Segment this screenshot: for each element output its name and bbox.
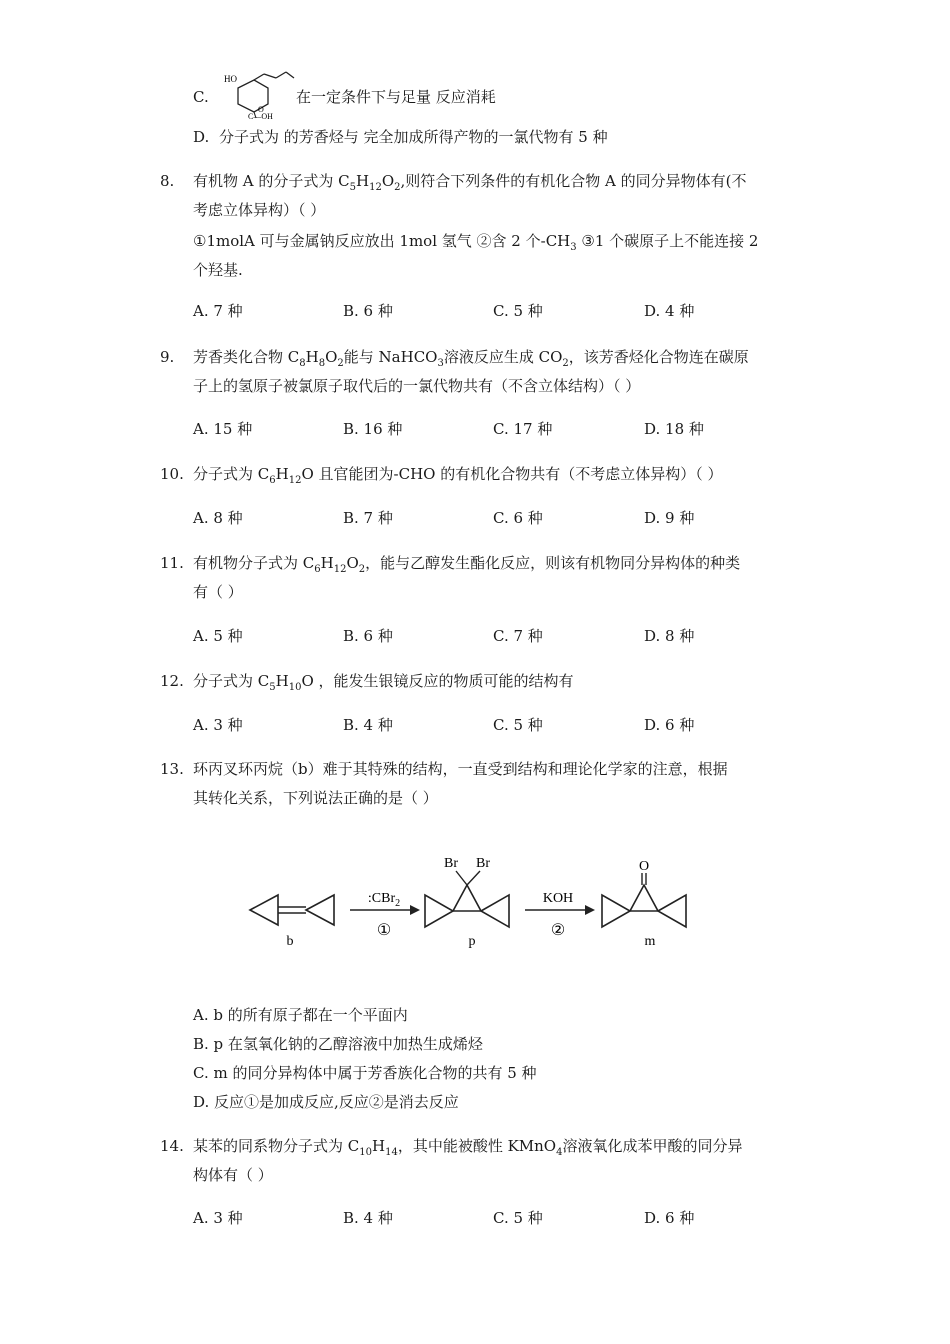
struct-o-label: O bbox=[258, 105, 264, 114]
q10-option-d[interactable]: D. 9 种 bbox=[644, 509, 695, 527]
q12-option-c[interactable]: C. 5 种 bbox=[493, 716, 543, 734]
q10-number: 10. bbox=[160, 465, 184, 483]
label-m: m bbox=[644, 934, 656, 949]
bromine-left: Br bbox=[444, 856, 458, 871]
compound-p bbox=[425, 871, 509, 927]
q10-option-c[interactable]: C. 6 种 bbox=[493, 509, 543, 527]
q7-option-d-text: 分子式为 的芳香烃与 完全加成所得产物的一氯代物有 5 种 bbox=[219, 128, 608, 146]
q13-option-c[interactable]: C. m 的同分异构体中属于芳香族化合物的共有 5 种 bbox=[193, 1064, 537, 1082]
label-b: b bbox=[286, 934, 294, 949]
q14-stem-line2: 构体有（ ） bbox=[193, 1166, 273, 1184]
reaction-arrow-2 bbox=[525, 905, 595, 915]
q13-option-a[interactable]: A. b 的所有原子都在一个平面内 bbox=[193, 1006, 408, 1024]
q7-option-c-text: 在一定条件下与足量 反应消耗 bbox=[296, 88, 496, 106]
q14-option-a[interactable]: A. 3 种 bbox=[193, 1209, 243, 1227]
q14-option-b[interactable]: B. 4 种 bbox=[343, 1209, 393, 1227]
q11-option-b[interactable]: B. 6 种 bbox=[343, 627, 393, 645]
q12-option-d[interactable]: D. 6 种 bbox=[644, 716, 695, 734]
q11-option-d[interactable]: D. 8 种 bbox=[644, 627, 695, 645]
q13-reaction-scheme bbox=[240, 845, 710, 955]
q10-option-a[interactable]: A. 8 种 bbox=[193, 509, 243, 527]
q9-option-b[interactable]: B. 16 种 bbox=[343, 420, 403, 438]
q12-stem: 分子式为 $C_5H_{10}O$ ，能发生银镜反应的物质可能的结构有 bbox=[193, 672, 574, 693]
q10-stem: 分子式为 $C_6H_{12}O$ 且官能团为-CHO 的有机化合物共有（不考虑立体异构）（ ） bbox=[193, 465, 723, 486]
q8-option-c[interactable]: C. 5 种 bbox=[493, 302, 543, 320]
q7-option-d-label: D. bbox=[193, 128, 210, 146]
q8-option-d[interactable]: D. 4 种 bbox=[644, 302, 695, 320]
q9-option-a[interactable]: A. 15 种 bbox=[193, 420, 253, 438]
q12-option-a[interactable]: A. 3 种 bbox=[193, 716, 243, 734]
q8-stem-line1: 有机物 A 的分子式为 $C_5H_{12}O_2$,则符合下列条件的有机化合物 A 的同分异物体有(不 bbox=[193, 172, 747, 193]
q8-option-a[interactable]: A. 7 种 bbox=[193, 302, 243, 320]
q14-stem-line1: 某苯的同系物分子式为 $C_{10}H_{14}$，其中能被酸性 KMnO$_4$溶液氧化成苯甲酸的同分异 bbox=[193, 1137, 743, 1158]
q8-conditions-line2: 个羟基. bbox=[193, 261, 243, 279]
q11-number: 11. bbox=[160, 554, 184, 572]
q13-number: 13. bbox=[160, 760, 184, 778]
q8-option-b[interactable]: B. 6 种 bbox=[343, 302, 393, 320]
q13-option-b[interactable]: B. p 在氢氧化钠的乙醇溶液中加热生成烯烃 bbox=[193, 1035, 483, 1053]
reaction-arrow-1 bbox=[350, 905, 420, 915]
q8-conditions: ①1molA 可与金属钠反应放出 1mol 氢气 ②含 2 个$-CH_3$ ③1 个碳原子上不能连接 2 bbox=[193, 232, 759, 253]
struct-oh-label: C—OH bbox=[248, 112, 273, 120]
reagent-koh: KOH bbox=[542, 891, 574, 906]
q11-option-a[interactable]: A. 5 种 bbox=[193, 627, 243, 645]
struct-ho-label: HO bbox=[224, 74, 237, 84]
q11-option-c[interactable]: C. 7 种 bbox=[493, 627, 543, 645]
step-2-marker: ② bbox=[550, 922, 566, 939]
q12-option-b[interactable]: B. 4 种 bbox=[343, 716, 393, 734]
q9-stem-line2: 子上的氢原子被氯原子取代后的一氯代物共有（不含立体结构）（ ） bbox=[193, 377, 641, 395]
step-1-marker: ① bbox=[376, 922, 392, 939]
q13-stem-line1: 环丙叉环丙烷（b）难于其特殊的结构，一直受到结构和理论化学家的注意，根据 bbox=[193, 760, 728, 778]
q11-stem-line1: 有机物分子式为 $C_6H_{12}O_2$，能与乙醇发生酯化反应，则该有机物同分异构体的种类 bbox=[193, 554, 741, 575]
label-p: p bbox=[468, 934, 476, 949]
bromine-right: Br bbox=[476, 856, 490, 871]
compound-m bbox=[602, 873, 686, 927]
q13-stem-line2: 其转化关系，下列说法正确的是（ ） bbox=[193, 789, 438, 807]
q14-option-c[interactable]: C. 5 种 bbox=[493, 1209, 543, 1227]
q9-option-d[interactable]: D. 18 种 bbox=[644, 420, 704, 438]
compound-b bbox=[250, 895, 334, 925]
q8-stem-line2: 考虑立体异构）（ ） bbox=[193, 201, 326, 219]
q9-stem-line1: 芳香类化合物 $C_8H_8O_2$能与 NaHCO$_3$溶液反应生成 $CO_2$，该芳香烃化合物连在碳原 bbox=[193, 348, 749, 369]
q14-option-d[interactable]: D. 6 种 bbox=[644, 1209, 695, 1227]
q14-number: 14. bbox=[160, 1137, 184, 1155]
q7-option-c-structure bbox=[218, 70, 298, 120]
q8-number: 8. bbox=[160, 172, 175, 190]
oxygen-label: O bbox=[638, 859, 650, 874]
q9-option-c[interactable]: C. 17 种 bbox=[493, 420, 553, 438]
q12-number: 12. bbox=[160, 672, 184, 690]
reagent-cbr2: :CBr$_2$ bbox=[367, 891, 401, 909]
q9-number: 9. bbox=[160, 348, 175, 366]
q7-option-c-label: C. bbox=[193, 88, 209, 106]
q10-option-b[interactable]: B. 7 种 bbox=[343, 509, 393, 527]
q13-option-d[interactable]: D. 反应①是加成反应,反应②是消去反应 bbox=[193, 1093, 459, 1111]
q11-stem-line2: 有（ ） bbox=[193, 583, 243, 601]
